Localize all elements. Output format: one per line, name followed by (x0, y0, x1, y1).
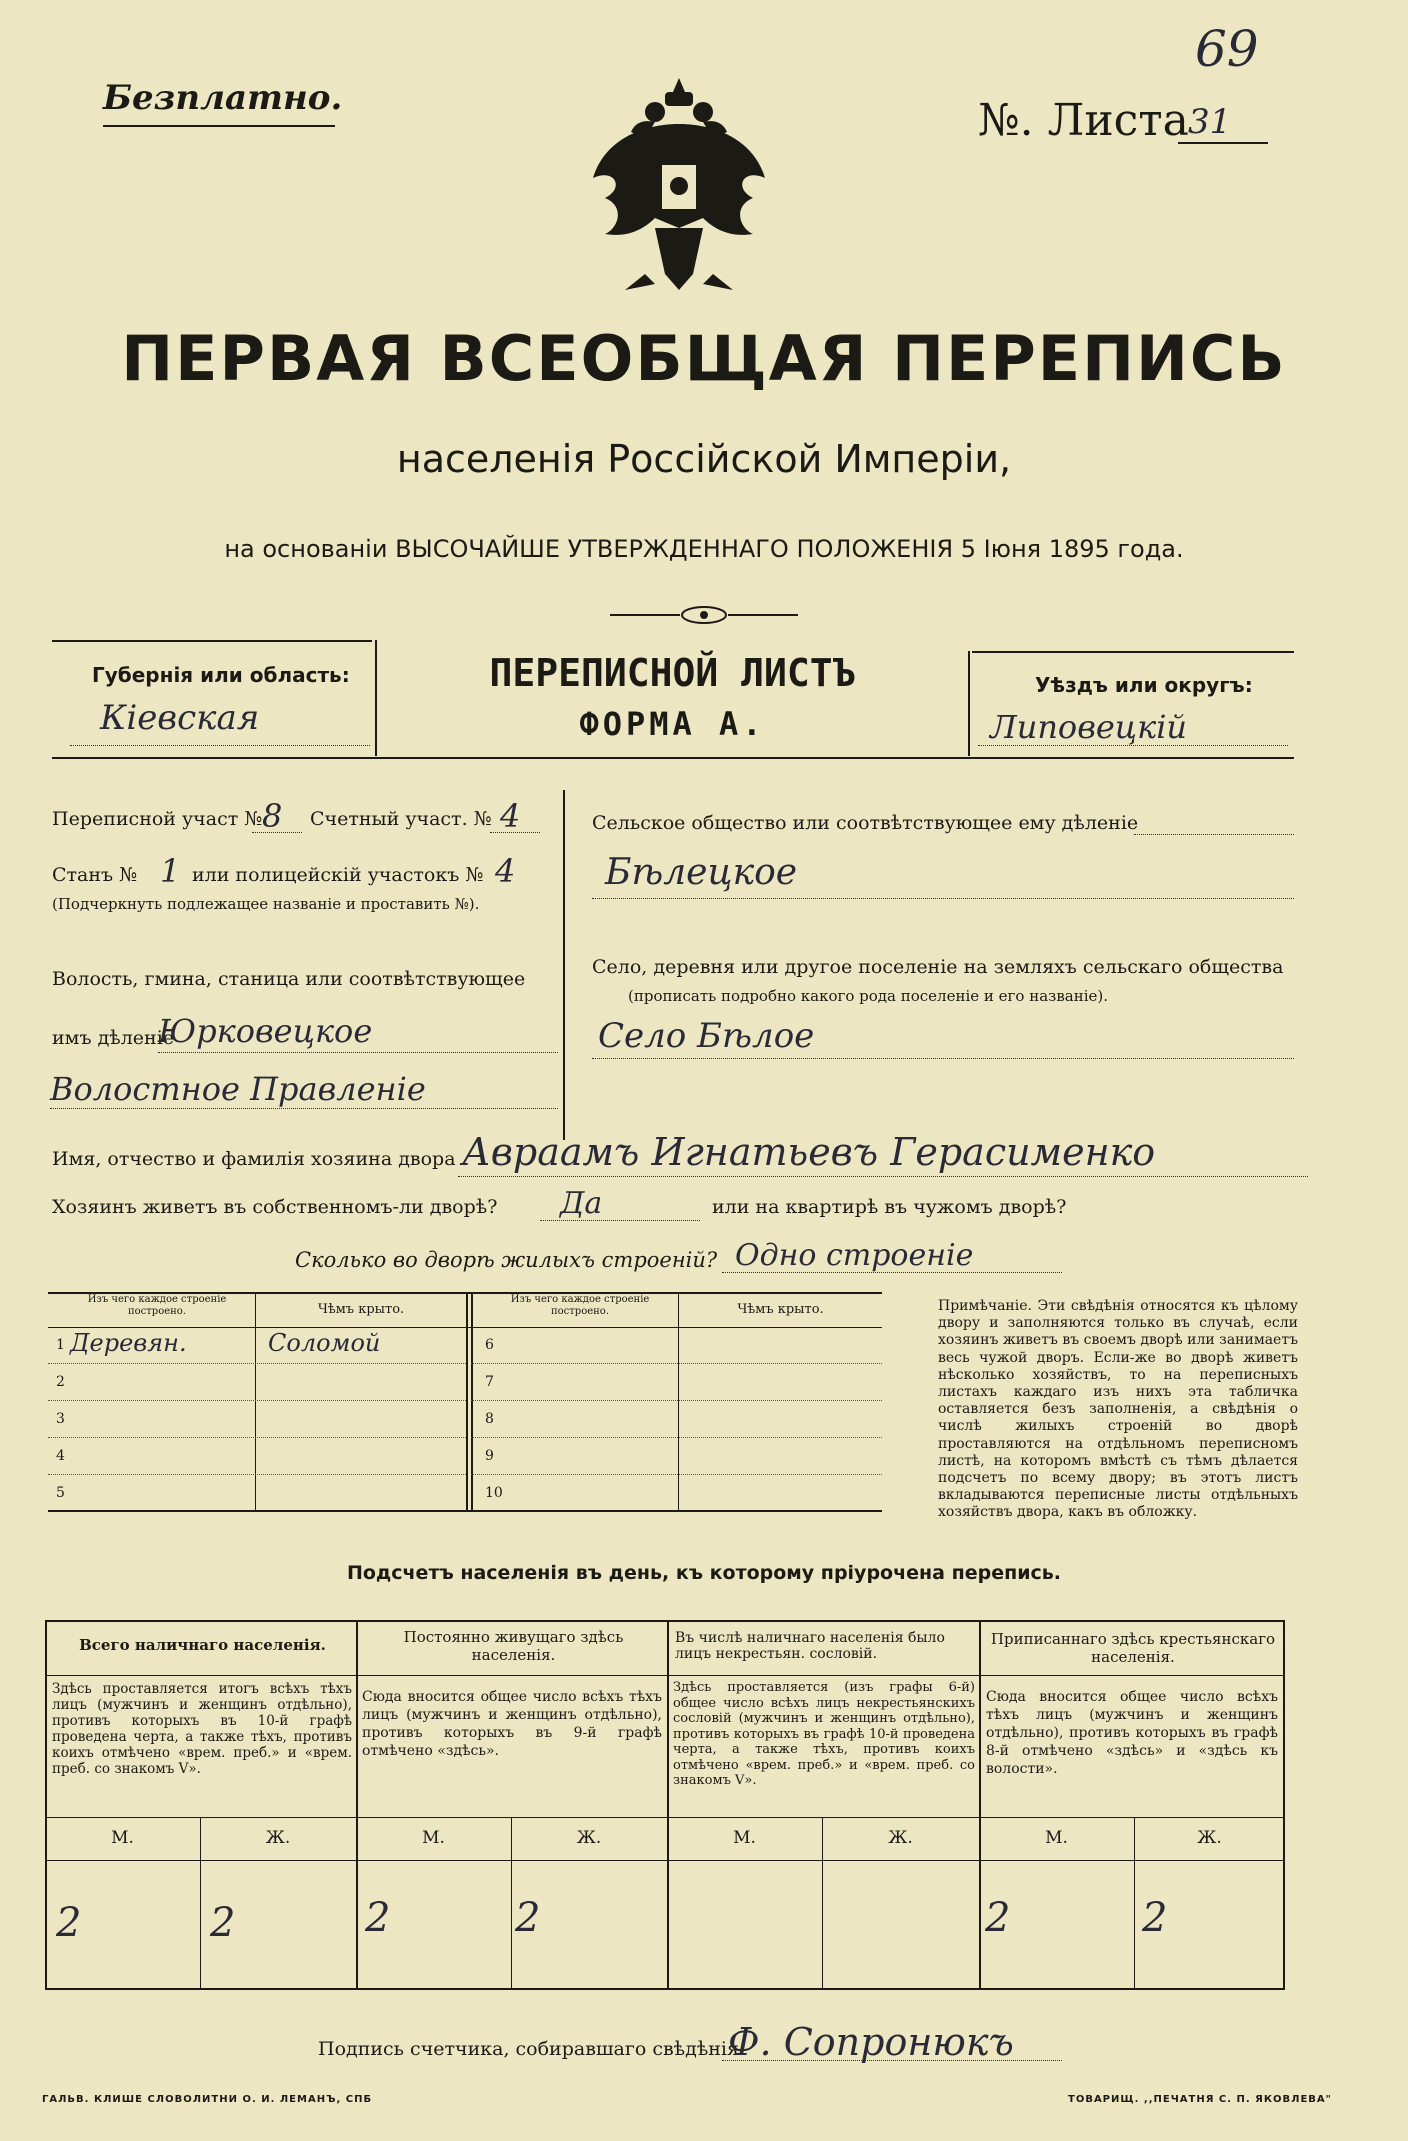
stan-label: Станъ № (52, 864, 138, 886)
village-note: (прописать подробно какого рода поселеніе и его названіе). (628, 987, 1108, 1005)
section-4-text: Сюда вносится общее число всѣхъ тѣхъ лицъ (мужчинъ и женщинъ отдѣльно), противъ которыхъ въ графѣ 8-й отмѣчено «здѣсь» и «здѣсь къ волости». (986, 1689, 1278, 1777)
underline-note: (Подчеркнуть подлежащее названіе и проставить №). (52, 895, 480, 913)
section-4-f-label: Ж. (1197, 1828, 1222, 1848)
rule (70, 745, 370, 746)
col-roof-left: Чѣмъ крыто. (317, 1302, 405, 1317)
section-1-heading: Всего наличнаго населенія. (79, 1636, 326, 1654)
rule (1134, 834, 1294, 835)
form-name: ФОРМА А. (579, 705, 766, 743)
row-number: 8 (485, 1411, 494, 1427)
free-label-underline (103, 125, 335, 127)
rule (968, 651, 970, 756)
population-title: Подсчетъ населенія въ день, къ которому пріурочена перепись. (346, 1562, 1062, 1584)
row-number: 9 (485, 1448, 494, 1464)
rule (375, 640, 377, 756)
row-number: 2 (56, 1374, 65, 1390)
table-row (48, 1327, 466, 1364)
section-1-m-value: 2 (56, 1900, 82, 1946)
table-row (48, 1438, 466, 1475)
footer-left: ГАЛЬВ. КЛИШЕ СЛОВОЛИТНИ О. И. ЛЕМАНЪ, СПБ (42, 2094, 373, 2105)
section-2-f-value: 2 (515, 1895, 541, 1941)
table-row (48, 1475, 466, 1511)
district-label: Уѣздъ или округъ: (1035, 673, 1253, 697)
section-1-text: Здѣсь проставляется итогъ всѣхъ тѣхъ лицъ (мужчинъ и женщинъ отдѣльно), противъ которыхъ въ 10-й графѣ проведена черта, а также тѣхъ, противъ коихъ отмѣчено «врем. преб.» и «врем. преб. со знакомъ V». (52, 1681, 352, 1777)
legal-basis: на основаніи ВЫСОЧАЙШЕ УТВЕРЖДЕННАГО ПОЛОЖЕНІЯ 5 Іюня 1895 года. (224, 535, 1184, 563)
section-3-heading: Въ числѣ наличнаго населенія было лицъ некрестьян. сословій. (675, 1630, 945, 1662)
ornament-divider (610, 604, 798, 626)
rule (563, 790, 565, 1140)
rule (978, 745, 1288, 746)
census-district-label: Переписной участ № (52, 808, 263, 830)
col-material-right: Изъ чего каждое строеніе построено. (510, 1294, 650, 1317)
district-value: Липовецкій (990, 708, 1188, 746)
owner-name-value: Авраамъ Игнатьевъ Герасименко (462, 1130, 1156, 1174)
section-4-heading: Приписаннаго здѣсь крестьянскаго населенія. (990, 1630, 1276, 1666)
rule (592, 898, 1294, 899)
page-subtitle: населенія Россійской Имперіи, (396, 437, 1012, 481)
rule (592, 1058, 1294, 1059)
section-1-f-label: Ж. (265, 1828, 291, 1848)
section-1-f-value: 2 (210, 1900, 236, 1946)
rule (490, 832, 540, 833)
archive-number: 69 (1195, 20, 1259, 78)
own-yard-label: Хозяинъ живетъ въ собственномъ-ли дворѣ? (52, 1196, 498, 1218)
buildings-right-rows (471, 1327, 882, 1511)
rule (458, 1176, 1308, 1177)
rule (158, 1052, 558, 1053)
rule (722, 1272, 1062, 1273)
police-value: 4 (495, 852, 516, 890)
rule (972, 651, 1294, 653)
rule (45, 1860, 1285, 1861)
volost-label-2: имъ дѣленіе (52, 1027, 175, 1049)
rule (50, 1108, 558, 1109)
page-title: ПЕРВАЯ ВСЕОБЩАЯ ПЕРЕПИСЬ (121, 322, 1287, 395)
rule (722, 2060, 1062, 2061)
section-4-m-value: 2 (985, 1895, 1011, 1941)
own-yard-value: Да (560, 1186, 603, 1221)
row-number: 4 (56, 1448, 65, 1464)
volost-label: Волость, гмина, станица или соотвѣтствующее (52, 968, 526, 990)
table-row (471, 1438, 882, 1475)
row-roof: Соломой (268, 1329, 381, 1357)
sheet-number-label: №. Листа (978, 95, 1189, 146)
province-label: Губернія или область: (92, 663, 350, 687)
sheet-title: ПЕРЕПИСНОЙ ЛИСТЪ (489, 651, 856, 695)
section-2-heading: Постоянно живущаго здѣсь населенія. (403, 1628, 624, 1664)
count-district-value: 4 (500, 797, 521, 835)
section-4-m-label: М. (1045, 1828, 1068, 1848)
table-row (471, 1327, 882, 1364)
province-value: Кіевская (100, 698, 260, 738)
rule (52, 757, 1294, 759)
rule (540, 1220, 700, 1221)
buildings-value: Одно строеніе (735, 1238, 974, 1273)
section-3-text: Здѣсь проставляется (изъ графы 6-й) общее число всѣхъ лицъ некрестьянскихъ сословій (мужчинъ и женщинъ отдѣльно), противъ которыхъ въ графѣ 10-й проведена черта, а также тѣхъ, противъ коихъ отмѣчено «врем. преб.» и «врем. преб. со знакомъ V». (673, 1680, 975, 1788)
rule (52, 640, 372, 642)
rent-label: или на квартирѣ въ чужомъ дворѣ? (712, 1196, 1067, 1218)
village-label: Село, деревня или другое поселеніе на земляхъ сельскаго общества (592, 956, 1284, 978)
section-3-f-label: Ж. (888, 1828, 913, 1848)
sheet-number-value: 31 (1188, 102, 1232, 142)
volost-value-2: Волостное Правленіе (50, 1070, 426, 1108)
row-number: 6 (485, 1337, 494, 1353)
row-material: Деревян. (70, 1329, 187, 1357)
section-1-m-label: М. (111, 1828, 134, 1848)
table-row (471, 1364, 882, 1401)
rule (45, 1675, 1285, 1676)
section-2-m-label: М. (422, 1828, 445, 1848)
table-row (471, 1475, 882, 1511)
count-district-label: Счетный участ. № (310, 808, 492, 830)
table-row (471, 1401, 882, 1438)
police-label: или полицейскій участокъ № (192, 864, 484, 886)
col-material-left: Изъ чего каждое строеніе построено. (87, 1294, 227, 1317)
society-value: Бѣлецкое (605, 852, 798, 893)
buildings-label: Сколько во дворѣ жилыхъ строеній? (295, 1248, 718, 1272)
footer-right: ТОВАРИЩ. ,,ПЕЧАТНЯ С. П. ЯКОВЛЕВА" (1068, 2094, 1332, 2105)
buildings-left-rows (48, 1327, 466, 1511)
row-number: 10 (485, 1485, 503, 1501)
row-number: 1 (56, 1337, 65, 1353)
rule (466, 1292, 468, 1510)
row-number: 3 (56, 1411, 65, 1427)
stan-value: 1 (160, 852, 181, 890)
row-number: 5 (56, 1485, 65, 1501)
section-4-f-value: 2 (1142, 1895, 1168, 1941)
volost-value: Юрковецкое (158, 1012, 373, 1050)
rule (252, 832, 302, 833)
owner-name-label: Имя, отчество и фамилія хозяина двора (52, 1148, 456, 1170)
signature-value: Ф. Сопронюкъ (728, 2020, 1014, 2064)
table-row (48, 1401, 466, 1438)
col-roof-right: Чѣмъ крыто. (737, 1302, 824, 1317)
sheet-number-underline (1178, 142, 1268, 144)
census-district-value: 8 (262, 797, 283, 835)
village-value: Село Бѣлое (598, 1016, 815, 1056)
rule (45, 1817, 1285, 1818)
double-headed-eagle-emblem (585, 78, 773, 300)
section-2-text: Сюда вносится общее число всѣхъ тѣхъ лицъ (мужчинъ и женщинъ отдѣльно), противъ которыхъ въ 9-й графѣ отмѣчено «здѣсь». (362, 1689, 662, 1759)
free-label: Безплатно. (103, 78, 343, 118)
section-2-f-label: Ж. (576, 1828, 602, 1848)
table-row (48, 1364, 466, 1401)
society-label: Сельское общество или соотвѣтствующее ему дѣленіе (592, 812, 1139, 834)
row-number: 7 (485, 1374, 494, 1390)
section-3-m-label: М. (733, 1828, 756, 1848)
signature-label: Подпись счетчика, собиравшаго свѣдѣнія (318, 2038, 739, 2060)
section-2-m-value: 2 (365, 1895, 391, 1941)
buildings-note: Примѣчаніе. Эти свѣдѣнія относятся къ цѣлому двору и заполняются только въ случаѣ, если хозяинъ живетъ въ своемъ дворѣ или занимаетъ весь чужой дворъ. Если-же во дворѣ живетъ нѣсколько хозяйствъ, то на переписныхъ листахъ каждаго изъ нихъ эта табличка оставляется безъ заполненія, а свѣдѣнія о числѣ жилыхъ строеній во дворѣ проставляются на отдѣльномъ переписномъ листѣ, на которомъ вмѣстѣ съ тѣмъ дѣлается подсчетъ по всему двору; въ этотъ листъ вкладываются переписные листы отдѣльныхъ хозяйствъ двора, какъ въ обложку. (938, 1298, 1298, 1521)
